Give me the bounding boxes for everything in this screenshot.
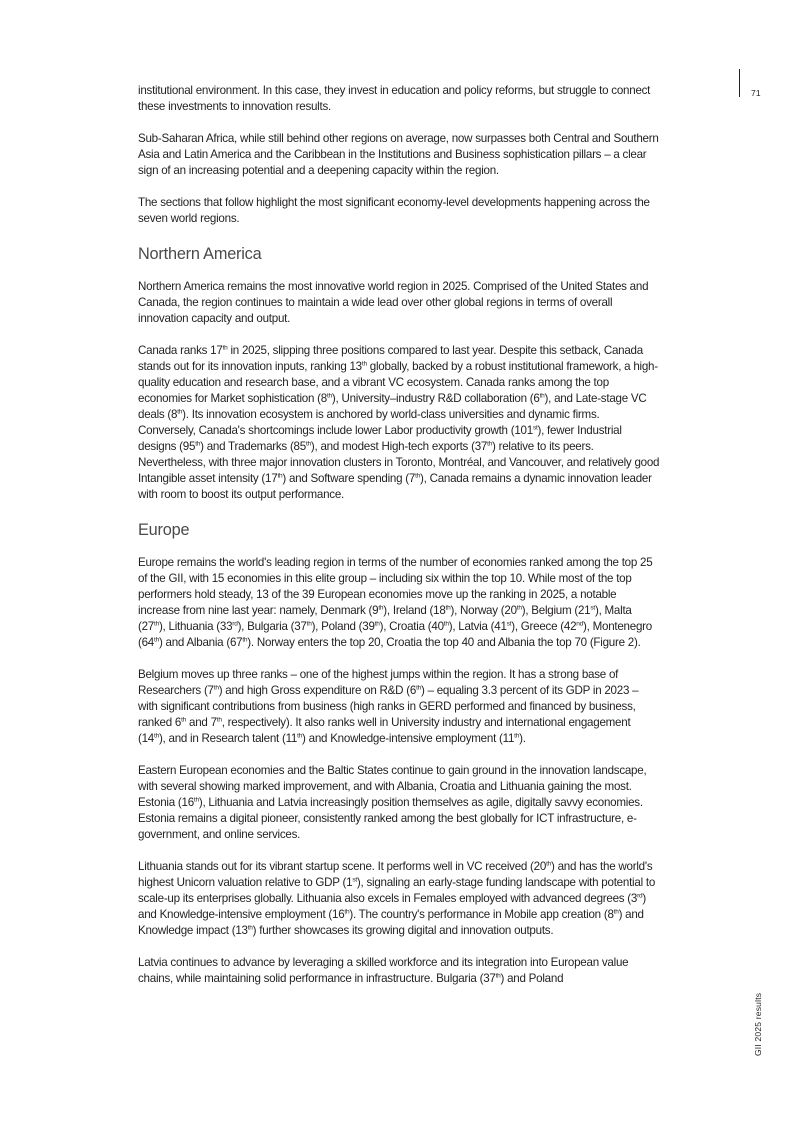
ordinal-suffix: th	[344, 908, 350, 916]
europe-paragraph-5: Latvia continues to advance by leveraging a skilled workforce and its integration into European value chains, while maintaining solid performance in infrastructure. Bulgaria (37th) and Poland	[138, 956, 629, 985]
ordinal-suffix: th	[516, 604, 522, 612]
ordinal-suffix: th	[195, 440, 201, 448]
ordinal-suffix: th	[443, 620, 449, 628]
ordinal-suffix: th	[154, 636, 159, 644]
ordinal-suffix: th	[306, 620, 312, 628]
northern-america-paragraph-2: Canada ranks 17th in 2025, slipping three positions compared to last year. Despite this setback, Canada stands out for its innovation inputs, ranking 13th globally, backed by a robust institutional framework, a high-quality education and research base, and a vibrant VC ecosystem. Canada ranks among the top economies for Market sophistication (8th), University–industry R&D collaboration (6th), and Late-stage VC deals (8th). Its innovation ecosystem is anchored by world-class universities and dynamic firms. Conversely, Canada's shortcomings include lower Labor productivity growth (101st), fewer Industrial designs (95th) and Trademarks (85th), and modest High-tech exports (37th) relative to its peers. Nevertheless, with three major innovation clusters in Toronto, Montréal, and Vancouver, and relatively good Intangible asset intensity (17th) and Software spending (7th), Canada remains a dynamic innovation leader with room to boost its output performance.	[138, 344, 660, 501]
ordinal-suffix: st	[590, 604, 595, 612]
ordinal-suffix: th	[495, 972, 501, 980]
ordinal-suffix: rd	[637, 892, 643, 900]
page-number: 71	[751, 88, 761, 98]
ordinal-suffix: st	[532, 424, 538, 432]
ordinal-suffix: th	[415, 472, 421, 480]
ordinal-suffix: th	[277, 472, 283, 480]
ordinal-suffix: th	[297, 732, 303, 740]
ordinal-suffix: th	[487, 440, 493, 448]
ordinal-suffix: th	[247, 924, 253, 932]
europe-paragraph-3: Eastern European economies and the Baltic States continue to gain ground in the innovation landscape, with several showing marked improvement, and with Albania, Croatia and Lithuania gaining the most. Estonia (16th), Lithuania and Latvia increasingly position themselves as agile, digitally savvy economies. Estonia remains a digital pioneer, consistently ranked among the best globally for ICT infrastructure, e-government, and online services.	[138, 764, 647, 841]
ordinal-suffix: th	[539, 392, 545, 400]
ordinal-suffix: th	[154, 620, 159, 628]
ordinal-suffix: th	[154, 732, 159, 740]
ordinal-suffix: th	[213, 684, 219, 692]
section-heading-europe: Europe	[138, 521, 190, 539]
section-heading-northern-america: Northern America	[138, 245, 262, 263]
northern-america-paragraph-1: Northern America remains the most innovative world region in 2025. Comprised of the United States and Canada, the region continues to maintain a wide lead over other global regions in terms of overall innovation capacity and output.	[138, 280, 649, 325]
ordinal-suffix: th	[193, 796, 199, 804]
ordinal-suffix: th	[445, 604, 451, 612]
intro-paragraph-1: institutional environment. In this case, they invest in education and policy reforms, but struggle to connect these investments to innovation results.	[138, 84, 651, 113]
ordinal-suffix: th	[177, 408, 183, 416]
ordinal-suffix: th	[181, 716, 187, 724]
ordinal-suffix: th	[216, 716, 222, 724]
ordinal-suffix: th	[242, 636, 248, 644]
ordinal-suffix: st	[352, 876, 357, 884]
ordinal-suffix: th	[326, 392, 332, 400]
ordinal-suffix: th	[305, 440, 311, 448]
ordinal-suffix: th	[514, 732, 520, 740]
intro-paragraph-3: The sections that follow highlight the most significant economy-level developments happening across the seven world regions.	[138, 196, 650, 225]
ordinal-suffix: th	[222, 344, 228, 352]
header-rule	[739, 69, 740, 97]
intro-paragraph-2: Sub-Saharan Africa, while still behind other regions on average, now surpasses both Central and Southern Asia and Latin America and the Caribbean in the Institutions and Business sophistication pillars – a clear sign of an increasing potential and a deepening capacity within the region.	[138, 132, 659, 177]
ordinal-suffix: th	[546, 860, 551, 868]
ordinal-suffix: th	[613, 908, 619, 916]
europe-paragraph-4: Lithuania stands out for its vibrant startup scene. It performs well in VC received (20th) and has the world's highest Unicorn valuation relative to GDP (1st), signaling an early-stage funding landscape with potential to scale-up its enterprises globally. Lithuania also excels in Females employed with advanced degrees (3rd) and Knowledge-intensive employment (16th). The country's performance in Mobile app creation (8th) and Knowledge impact (13th) further showcases its growing digital and innovation outputs.	[138, 860, 656, 937]
ordinal-suffix: rd	[232, 620, 238, 628]
ordinal-suffix: th	[378, 604, 384, 612]
side-running-label: GII 2025 results	[753, 992, 763, 1056]
europe-paragraph-1: Europe remains the world's leading region in terms of the number of economies ranked among the top 25 of the GII, with 15 economies in this elite group – including six within the top 10. While most of the top performers hold steady, 13 of the 39 European economies move up the ranking in 2025, a notable increase from nine last year: namely, Denmark (9th), Ireland (18th), Norway (20th), Belgium (21st), Malta (27th), Lithuania (33rd), Bulgaria (37th), Poland (39th), Croatia (40th), Latvia (41st), Greece (42nd), Montenegro (64th) and Albania (67th). Norway enters the top 20, Croatia the top 40 and Albania the top 70 (Figure 2).	[138, 556, 653, 649]
europe-paragraph-2: Belgium moves up three ranks – one of the highest jumps within the region. It has a strong base of Researchers (7th) and high Gross expenditure on R&D (6th) – equaling 3.3 percent of its GDP in 2023 – with significant contributions from business (high ranks in GERD performed and financed by business, ranked 6th and 7th, respectively). It also ranks well in University industry and international engagement (14th), and in Research talent (11th) and Knowledge-intensive employment (11th).	[138, 668, 639, 745]
ordinal-suffix: st	[506, 620, 512, 628]
ordinal-suffix: th	[361, 360, 367, 368]
ordinal-suffix: th	[416, 684, 421, 692]
ordinal-suffix: nd	[576, 620, 584, 628]
main-content	[138, 83, 660, 1003]
ordinal-suffix: th	[374, 620, 380, 628]
